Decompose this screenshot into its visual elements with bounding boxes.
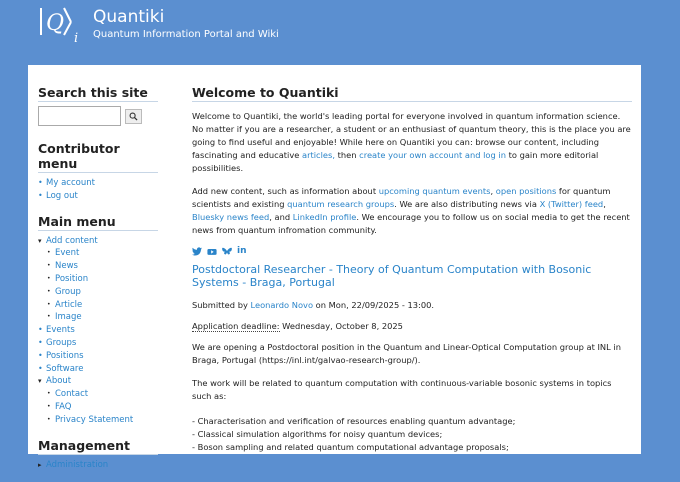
twitter-icon[interactable] <box>192 247 202 256</box>
intro-text: Add new content, such as information about <box>192 186 379 196</box>
article-link[interactable]: Article <box>55 299 83 310</box>
faq-link[interactable]: FAQ <box>55 401 72 412</box>
search-form <box>38 106 158 126</box>
intro-text: then <box>335 150 360 160</box>
management-menu <box>38 459 158 472</box>
submitted-by <box>192 299 632 312</box>
intro-paragraph-1 <box>192 110 632 175</box>
position-link[interactable]: Position <box>55 273 89 284</box>
menu-item-events[interactable] <box>38 324 158 337</box>
menu-item-privacy[interactable] <box>47 414 158 427</box>
twitter-feed-link[interactable]: X (Twitter) feed <box>539 199 604 209</box>
groups-link-inline[interactable]: quantum research groups <box>287 199 395 209</box>
menu-item-add-content[interactable] <box>38 235 158 248</box>
intro-text: . We are also distributing news via <box>394 199 540 209</box>
intro-text: to gain more editorial possibilities. <box>192 150 599 173</box>
contributor-menu-title: Contributor menu <box>38 141 158 173</box>
contributor-menu <box>38 177 158 203</box>
log-out-link[interactable]: Log out <box>46 190 78 201</box>
software-link[interactable]: Software <box>46 363 84 374</box>
deadline-value: Wednesday, October 8, 2025 <box>279 321 403 331</box>
social-links <box>192 247 632 256</box>
site-name[interactable]: Quantiki <box>93 7 165 27</box>
intro-paragraph-2 <box>192 185 632 237</box>
main-content <box>192 85 632 454</box>
linkedin-profile-link[interactable]: LinkedIn profile <box>292 212 357 222</box>
submitted-date: on Mon, 22/09/2025 - 13:00. <box>313 300 435 310</box>
contact-link[interactable]: Contact <box>55 389 89 400</box>
site-header <box>0 0 680 64</box>
privacy-statement-link[interactable]: Privacy Statement <box>55 414 134 425</box>
main-menu <box>38 235 158 427</box>
search-button[interactable] <box>125 109 142 124</box>
page-title: Welcome to Quantiki <box>192 85 632 102</box>
search-input[interactable] <box>38 106 121 126</box>
bluesky-feed-link[interactable]: Bluesky news feed <box>192 212 270 222</box>
menu-item-about[interactable] <box>38 375 158 388</box>
quantiki-logo[interactable] <box>38 5 88 45</box>
menu-item-groups[interactable] <box>38 337 158 350</box>
svg-text:i: i <box>74 31 79 46</box>
articles-link[interactable]: articles, <box>302 150 335 160</box>
menu-item-my-account[interactable] <box>38 177 158 190</box>
intro-text: , and <box>269 212 293 222</box>
menu-item-news[interactable] <box>47 260 158 273</box>
youtube-icon[interactable] <box>207 247 217 256</box>
list-item: - Classical simulation algorithms for noisy quantum devices; <box>192 429 443 439</box>
deadline-label: Application deadline: <box>192 321 280 331</box>
groups-link[interactable]: Groups <box>46 337 77 348</box>
news-link[interactable]: News <box>55 261 78 272</box>
events-link[interactable]: Events <box>46 325 75 336</box>
image-link[interactable]: Image <box>55 312 82 323</box>
group-link[interactable]: Group <box>55 286 81 297</box>
menu-item-positions[interactable] <box>38 350 158 363</box>
site-slogan: Quantum Information Portal and Wiki <box>93 29 279 40</box>
article-body-1: We are opening a Postdoctoral position in the Quantum and Linear-Optical Computation group at INL in Braga, Portugal (https://inl.int/galvao-research-group/). <box>192 342 621 365</box>
search-block-title: Search this site <box>38 85 158 102</box>
topic-list <box>192 415 632 454</box>
events-link-inline[interactable]: upcoming quantum events <box>378 186 491 196</box>
list-item: - Boson sampling and related quantum computational advantage proposals; <box>192 442 509 452</box>
bluesky-icon[interactable] <box>222 247 232 256</box>
management-title: Management <box>38 438 158 455</box>
main-page <box>28 65 641 470</box>
linkedin-icon[interactable]: in <box>237 246 247 256</box>
article-body-2: The work will be related to quantum computation with continuous-variable bosonic systems in topics such as: <box>192 378 612 401</box>
svg-text:Q: Q <box>46 11 65 36</box>
intro-text: , <box>603 199 606 209</box>
intro-text: , <box>490 186 496 196</box>
menu-item-administration[interactable] <box>38 459 158 472</box>
menu-item-contact[interactable] <box>47 388 158 401</box>
sidebar <box>38 85 158 482</box>
intro-text: . We encourage you to follow us on social media to get the recent news from quantum infromation community. <box>192 212 630 235</box>
author-link[interactable]: Leonardo Novo <box>250 300 314 310</box>
menu-item-software[interactable] <box>38 363 158 376</box>
menu-item-group[interactable] <box>47 286 158 299</box>
menu-item-event[interactable] <box>47 247 158 260</box>
about-link[interactable]: About <box>46 376 72 387</box>
create-account-link[interactable]: create your own account and log in <box>359 150 506 160</box>
menu-item-log-out[interactable] <box>38 190 158 203</box>
application-deadline <box>192 320 632 333</box>
administration-link[interactable]: Administration <box>46 459 109 470</box>
menu-item-faq[interactable] <box>47 401 158 414</box>
list-item: - Characterisation and verification of resources enabling quantum advantage; <box>192 416 516 426</box>
positions-link-inline[interactable]: open positions <box>495 186 557 196</box>
menu-item-position[interactable] <box>47 273 158 286</box>
main-menu-title: Main menu <box>38 214 158 231</box>
submitted-prefix: Submitted by <box>192 300 251 310</box>
menu-item-image[interactable] <box>47 311 158 324</box>
add-content-link[interactable]: Add content <box>46 235 98 246</box>
search-icon <box>129 112 138 121</box>
intro-text: Welcome to Quantiki, the world's leading portal for everyone involved in quantum information science. No matter if you are a researcher, a student or an enthusiast of quantum theory, this is the place you are going to find useful and enjoyable! While here on Quantiki you can: browse our content, including fascinating and educative <box>192 111 631 160</box>
positions-link[interactable]: Positions <box>46 350 84 361</box>
event-link[interactable]: Event <box>55 248 80 259</box>
intro-text: for quantum scientists and existing <box>192 186 611 209</box>
article-title-link[interactable]: Postdoctoral Researcher - Theory of Quantum Computation with Bosonic Systems - Braga, Portugal <box>192 263 592 289</box>
menu-item-article[interactable] <box>47 299 158 312</box>
my-account-link[interactable]: My account <box>46 178 95 188</box>
